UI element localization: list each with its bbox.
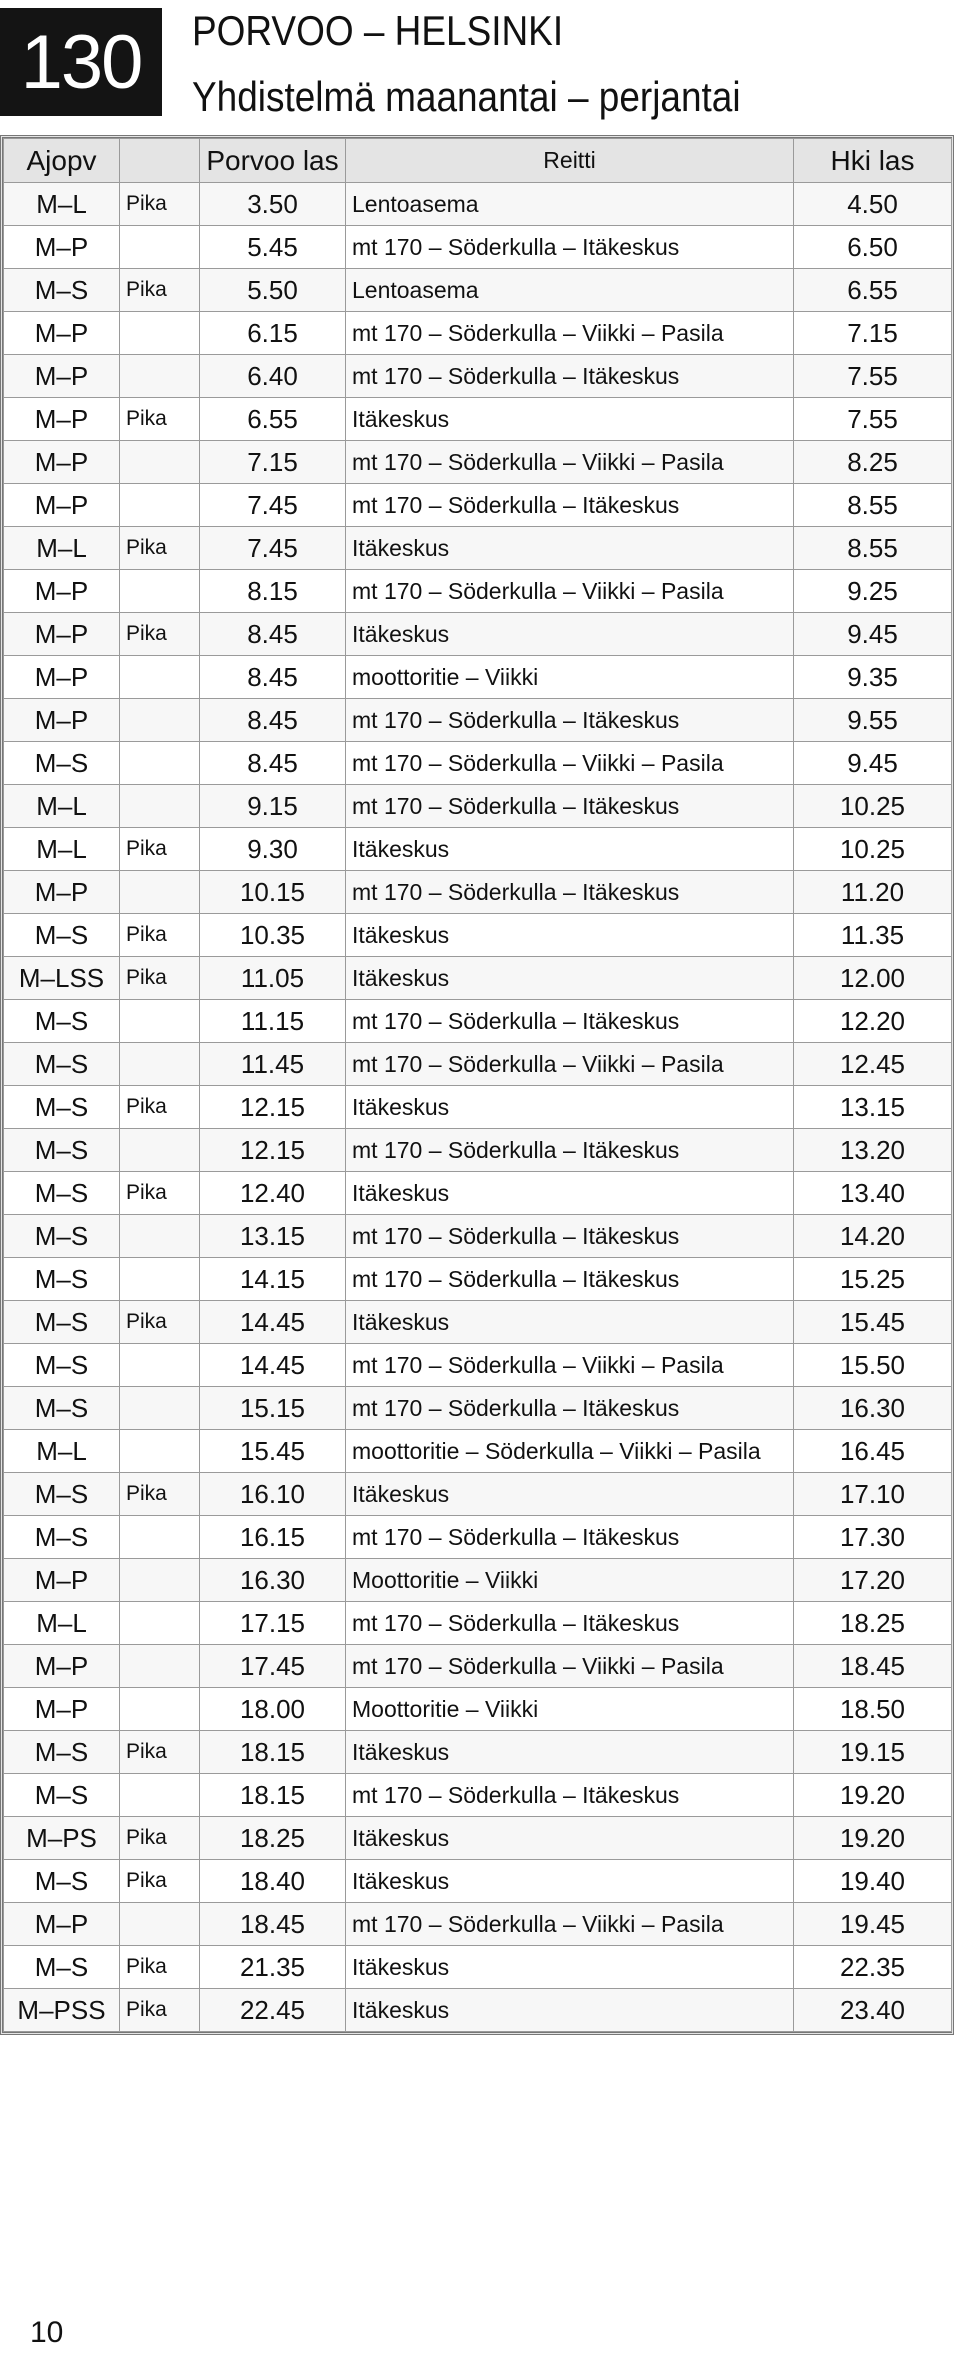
cell-express	[120, 226, 200, 269]
cell-route: Itäkeskus	[346, 1731, 794, 1774]
cell-express: Pika	[120, 527, 200, 570]
table-row	[4, 828, 952, 871]
cell-days: M–S	[4, 1473, 120, 1516]
table-row	[4, 312, 952, 355]
cell-porvoo-departure: 14.45	[200, 1301, 346, 1344]
table-row	[4, 355, 952, 398]
cell-express: Pika	[120, 957, 200, 1000]
cell-days: M–S	[4, 269, 120, 312]
cell-helsinki-departure: 12.45	[794, 1043, 952, 1086]
table-row	[4, 1430, 952, 1473]
cell-days: M–P	[4, 871, 120, 914]
table-row	[4, 1731, 952, 1774]
cell-days: M–P	[4, 656, 120, 699]
cell-route: mt 170 – Söderkulla – Viikki – Pasila	[346, 441, 794, 484]
cell-helsinki-departure: 18.25	[794, 1602, 952, 1645]
cell-route: Itäkeskus	[346, 1301, 794, 1344]
cell-helsinki-departure: 9.45	[794, 613, 952, 656]
cell-route: mt 170 – Söderkulla – Itäkeskus	[346, 1000, 794, 1043]
cell-route: Itäkeskus	[346, 1172, 794, 1215]
cell-express	[120, 656, 200, 699]
cell-helsinki-departure: 23.40	[794, 1989, 952, 2032]
table-row	[4, 1086, 952, 1129]
table-row	[4, 1688, 952, 1731]
cell-porvoo-departure: 8.45	[200, 742, 346, 785]
cell-express: Pika	[120, 828, 200, 871]
cell-porvoo-departure: 12.15	[200, 1129, 346, 1172]
cell-porvoo-departure: 12.15	[200, 1086, 346, 1129]
cell-days: M–P	[4, 1645, 120, 1688]
table-row	[4, 1172, 952, 1215]
cell-helsinki-departure: 14.20	[794, 1215, 952, 1258]
table-row	[4, 656, 952, 699]
cell-helsinki-departure: 17.30	[794, 1516, 952, 1559]
cell-porvoo-departure: 6.15	[200, 312, 346, 355]
cell-helsinki-departure: 7.55	[794, 398, 952, 441]
cell-porvoo-departure: 14.45	[200, 1344, 346, 1387]
cell-express: Pika	[120, 1989, 200, 2032]
table-row	[4, 1129, 952, 1172]
cell-days: M–P	[4, 570, 120, 613]
cell-porvoo-departure: 11.15	[200, 1000, 346, 1043]
cell-express	[120, 1602, 200, 1645]
cell-helsinki-departure: 9.35	[794, 656, 952, 699]
cell-route: Lentoasema	[346, 269, 794, 312]
cell-days: M–S	[4, 1086, 120, 1129]
cell-porvoo-departure: 10.15	[200, 871, 346, 914]
cell-express	[120, 1043, 200, 1086]
cell-days: M–P	[4, 441, 120, 484]
cell-porvoo-departure: 8.15	[200, 570, 346, 613]
cell-route: mt 170 – Söderkulla – Viikki – Pasila	[346, 570, 794, 613]
cell-days: M–S	[4, 1000, 120, 1043]
cell-express: Pika	[120, 1731, 200, 1774]
timetable-table	[3, 138, 952, 2032]
cell-porvoo-departure: 17.15	[200, 1602, 346, 1645]
cell-porvoo-departure: 18.25	[200, 1817, 346, 1860]
cell-porvoo-departure: 18.40	[200, 1860, 346, 1903]
cell-helsinki-departure: 6.50	[794, 226, 952, 269]
cell-porvoo-departure: 8.45	[200, 699, 346, 742]
table-row	[4, 1860, 952, 1903]
cell-helsinki-departure: 9.45	[794, 742, 952, 785]
cell-express	[120, 742, 200, 785]
cell-porvoo-departure: 8.45	[200, 613, 346, 656]
cell-helsinki-departure: 16.30	[794, 1387, 952, 1430]
cell-helsinki-departure: 10.25	[794, 828, 952, 871]
timetable-header-row	[4, 139, 952, 183]
cell-days: M–L	[4, 1602, 120, 1645]
cell-porvoo-departure: 16.30	[200, 1559, 346, 1602]
cell-porvoo-departure: 6.55	[200, 398, 346, 441]
cell-route: mt 170 – Söderkulla – Itäkeskus	[346, 785, 794, 828]
cell-porvoo-departure: 15.45	[200, 1430, 346, 1473]
route-number-badge	[0, 8, 162, 116]
cell-days: M–P	[4, 484, 120, 527]
cell-days: M–P	[4, 1688, 120, 1731]
timetable-body	[4, 183, 952, 2032]
cell-route: mt 170 – Söderkulla – Viikki – Pasila	[346, 1645, 794, 1688]
cell-porvoo-departure: 17.45	[200, 1645, 346, 1688]
cell-express	[120, 1903, 200, 1946]
cell-route: Lentoasema	[346, 183, 794, 226]
cell-days: M–S	[4, 1774, 120, 1817]
header-route: Reitti	[346, 139, 794, 183]
cell-express: Pika	[120, 1301, 200, 1344]
cell-days: M–LSS	[4, 957, 120, 1000]
cell-route: mt 170 – Söderkulla – Viikki – Pasila	[346, 1344, 794, 1387]
table-row	[4, 1473, 952, 1516]
cell-route: moottoritie – Söderkulla – Viikki – Pasila	[346, 1430, 794, 1473]
cell-helsinki-departure: 19.45	[794, 1903, 952, 1946]
cell-porvoo-departure: 7.45	[200, 527, 346, 570]
cell-express	[120, 484, 200, 527]
route-number: 130	[20, 19, 142, 105]
cell-express: Pika	[120, 1473, 200, 1516]
cell-days: M–P	[4, 398, 120, 441]
cell-express	[120, 1516, 200, 1559]
cell-express	[120, 871, 200, 914]
cell-route: Moottoritie – Viikki	[346, 1559, 794, 1602]
cell-porvoo-departure: 22.45	[200, 1989, 346, 2032]
cell-route: Itäkeskus	[346, 613, 794, 656]
cell-express: Pika	[120, 269, 200, 312]
cell-express	[120, 1215, 200, 1258]
cell-route: mt 170 – Söderkulla – Itäkeskus	[346, 1516, 794, 1559]
cell-porvoo-departure: 7.45	[200, 484, 346, 527]
cell-days: M–P	[4, 355, 120, 398]
page-number: 10	[30, 2316, 64, 2349]
cell-express	[120, 1559, 200, 1602]
cell-express	[120, 699, 200, 742]
table-row	[4, 1946, 952, 1989]
cell-days: M–S	[4, 1731, 120, 1774]
cell-porvoo-departure: 9.30	[200, 828, 346, 871]
cell-express	[120, 1344, 200, 1387]
cell-helsinki-departure: 15.50	[794, 1344, 952, 1387]
cell-route: mt 170 – Söderkulla – Itäkeskus	[346, 355, 794, 398]
table-row	[4, 441, 952, 484]
cell-helsinki-departure: 8.55	[794, 484, 952, 527]
table-row	[4, 1258, 952, 1301]
table-row	[4, 1645, 952, 1688]
cell-porvoo-departure: 15.15	[200, 1387, 346, 1430]
cell-days: M–S	[4, 1946, 120, 1989]
cell-route: Itäkeskus	[346, 914, 794, 957]
table-row	[4, 1817, 952, 1860]
table-row	[4, 1215, 952, 1258]
cell-porvoo-departure: 16.15	[200, 1516, 346, 1559]
cell-days: M–PS	[4, 1817, 120, 1860]
cell-route: mt 170 – Söderkulla – Itäkeskus	[346, 871, 794, 914]
cell-route: moottoritie – Viikki	[346, 656, 794, 699]
cell-express	[120, 570, 200, 613]
cell-helsinki-departure: 7.15	[794, 312, 952, 355]
header-ajopv: Ajopv	[4, 139, 120, 183]
cell-days: M–S	[4, 1129, 120, 1172]
table-row	[4, 785, 952, 828]
cell-helsinki-departure: 4.50	[794, 183, 952, 226]
cell-express	[120, 1258, 200, 1301]
cell-route: mt 170 – Söderkulla – Itäkeskus	[346, 1258, 794, 1301]
table-row	[4, 1516, 952, 1559]
cell-days: M–S	[4, 1172, 120, 1215]
cell-days: M–S	[4, 1387, 120, 1430]
table-row	[4, 570, 952, 613]
table-row	[4, 527, 952, 570]
cell-porvoo-departure: 18.15	[200, 1774, 346, 1817]
cell-helsinki-departure: 8.25	[794, 441, 952, 484]
cell-days: M–L	[4, 828, 120, 871]
table-row	[4, 613, 952, 656]
cell-days: M–P	[4, 226, 120, 269]
cell-days: M–P	[4, 699, 120, 742]
cell-express: Pika	[120, 914, 200, 957]
cell-helsinki-departure: 19.15	[794, 1731, 952, 1774]
cell-porvoo-departure: 10.35	[200, 914, 346, 957]
cell-helsinki-departure: 12.00	[794, 957, 952, 1000]
cell-days: M–L	[4, 527, 120, 570]
cell-route: mt 170 – Söderkulla – Viikki – Pasila	[346, 312, 794, 355]
table-row	[4, 742, 952, 785]
cell-route: Itäkeskus	[346, 1817, 794, 1860]
cell-days: M–S	[4, 914, 120, 957]
cell-days: M–L	[4, 785, 120, 828]
cell-porvoo-departure: 3.50	[200, 183, 346, 226]
table-row	[4, 1559, 952, 1602]
cell-helsinki-departure: 9.55	[794, 699, 952, 742]
cell-express: Pika	[120, 1946, 200, 1989]
table-row	[4, 1301, 952, 1344]
cell-porvoo-departure: 18.45	[200, 1903, 346, 1946]
cell-helsinki-departure: 17.10	[794, 1473, 952, 1516]
cell-express: Pika	[120, 1817, 200, 1860]
cell-helsinki-departure: 7.55	[794, 355, 952, 398]
cell-route: mt 170 – Söderkulla – Viikki – Pasila	[346, 742, 794, 785]
cell-porvoo-departure: 13.15	[200, 1215, 346, 1258]
cell-route: mt 170 – Söderkulla – Itäkeskus	[346, 699, 794, 742]
cell-days: M–S	[4, 1301, 120, 1344]
cell-helsinki-departure: 18.45	[794, 1645, 952, 1688]
cell-route: mt 170 – Söderkulla – Viikki – Pasila	[346, 1043, 794, 1086]
cell-express	[120, 1645, 200, 1688]
cell-helsinki-departure: 13.20	[794, 1129, 952, 1172]
cell-helsinki-departure: 6.55	[794, 269, 952, 312]
cell-porvoo-departure: 12.40	[200, 1172, 346, 1215]
cell-days: M–S	[4, 1860, 120, 1903]
cell-route: mt 170 – Söderkulla – Itäkeskus	[346, 484, 794, 527]
cell-porvoo-departure: 11.45	[200, 1043, 346, 1086]
cell-express	[120, 312, 200, 355]
header-express	[120, 139, 200, 183]
table-row	[4, 398, 952, 441]
cell-express	[120, 1774, 200, 1817]
cell-route: Itäkeskus	[346, 1989, 794, 2032]
table-row	[4, 484, 952, 527]
table-row	[4, 226, 952, 269]
table-row	[4, 1774, 952, 1817]
cell-porvoo-departure: 8.45	[200, 656, 346, 699]
header-porvoo-departure: Porvoo las	[200, 139, 346, 183]
cell-route: mt 170 – Söderkulla – Itäkeskus	[346, 1215, 794, 1258]
table-row	[4, 957, 952, 1000]
cell-route: mt 170 – Söderkulla – Viikki – Pasila	[346, 1903, 794, 1946]
cell-days: M–P	[4, 1559, 120, 1602]
cell-porvoo-departure: 9.15	[200, 785, 346, 828]
cell-express: Pika	[120, 398, 200, 441]
cell-days: M–S	[4, 1516, 120, 1559]
cell-express	[120, 1387, 200, 1430]
cell-porvoo-departure: 5.50	[200, 269, 346, 312]
cell-porvoo-departure: 18.15	[200, 1731, 346, 1774]
cell-days: M–S	[4, 1043, 120, 1086]
cell-route: Itäkeskus	[346, 1860, 794, 1903]
cell-days: M–L	[4, 1430, 120, 1473]
cell-helsinki-departure: 13.40	[794, 1172, 952, 1215]
cell-helsinki-departure: 9.25	[794, 570, 952, 613]
cell-helsinki-departure: 11.35	[794, 914, 952, 957]
header-helsinki-departure: Hki las	[794, 139, 952, 183]
table-row	[4, 1903, 952, 1946]
cell-helsinki-departure: 19.40	[794, 1860, 952, 1903]
cell-route: Itäkeskus	[346, 1946, 794, 1989]
table-row	[4, 1387, 952, 1430]
cell-route: mt 170 – Söderkulla – Itäkeskus	[346, 1387, 794, 1430]
cell-helsinki-departure: 13.15	[794, 1086, 952, 1129]
cell-porvoo-departure: 21.35	[200, 1946, 346, 1989]
cell-route: Itäkeskus	[346, 828, 794, 871]
cell-days: M–P	[4, 613, 120, 656]
table-row	[4, 269, 952, 312]
table-row	[4, 914, 952, 957]
cell-porvoo-departure: 7.15	[200, 441, 346, 484]
cell-helsinki-departure: 15.25	[794, 1258, 952, 1301]
cell-helsinki-departure: 19.20	[794, 1817, 952, 1860]
cell-days: M–P	[4, 312, 120, 355]
cell-helsinki-departure: 22.35	[794, 1946, 952, 1989]
cell-helsinki-departure: 18.50	[794, 1688, 952, 1731]
table-row	[4, 871, 952, 914]
cell-helsinki-departure: 12.20	[794, 1000, 952, 1043]
cell-route: mt 170 – Söderkulla – Itäkeskus	[346, 1774, 794, 1817]
cell-express	[120, 1000, 200, 1043]
cell-days: M–S	[4, 742, 120, 785]
table-row	[4, 699, 952, 742]
cell-express	[120, 1129, 200, 1172]
cell-express	[120, 441, 200, 484]
table-row	[4, 1344, 952, 1387]
table-row	[4, 1602, 952, 1645]
cell-porvoo-departure: 16.10	[200, 1473, 346, 1516]
cell-route: Itäkeskus	[346, 398, 794, 441]
cell-helsinki-departure: 10.25	[794, 785, 952, 828]
cell-express: Pika	[120, 183, 200, 226]
cell-days: M–S	[4, 1344, 120, 1387]
cell-route: mt 170 – Söderkulla – Itäkeskus	[346, 1129, 794, 1172]
page-subtitle: Yhdistelmä maanantai – perjantai	[192, 73, 741, 120]
cell-route: Itäkeskus	[346, 1086, 794, 1129]
cell-days: M–S	[4, 1258, 120, 1301]
cell-days: M–S	[4, 1215, 120, 1258]
cell-route: Itäkeskus	[346, 957, 794, 1000]
cell-helsinki-departure: 8.55	[794, 527, 952, 570]
cell-route: Itäkeskus	[346, 527, 794, 570]
table-row	[4, 183, 952, 226]
cell-express	[120, 785, 200, 828]
cell-express: Pika	[120, 1172, 200, 1215]
cell-express: Pika	[120, 1860, 200, 1903]
cell-route: Itäkeskus	[346, 1473, 794, 1516]
cell-porvoo-departure: 5.45	[200, 226, 346, 269]
cell-porvoo-departure: 6.40	[200, 355, 346, 398]
page-title: PORVOO – HELSINKI	[192, 7, 564, 54]
cell-helsinki-departure: 17.20	[794, 1559, 952, 1602]
cell-porvoo-departure: 14.15	[200, 1258, 346, 1301]
cell-helsinki-departure: 15.45	[794, 1301, 952, 1344]
table-row	[4, 1043, 952, 1086]
cell-route: mt 170 – Söderkulla – Itäkeskus	[346, 1602, 794, 1645]
cell-express	[120, 355, 200, 398]
cell-helsinki-departure: 19.20	[794, 1774, 952, 1817]
cell-porvoo-departure: 11.05	[200, 957, 346, 1000]
cell-helsinki-departure: 11.20	[794, 871, 952, 914]
cell-express	[120, 1430, 200, 1473]
cell-route: Moottoritie – Viikki	[346, 1688, 794, 1731]
table-row	[4, 1989, 952, 2032]
table-row	[4, 1000, 952, 1043]
page-header	[0, 0, 960, 135]
cell-days: M–PSS	[4, 1989, 120, 2032]
cell-porvoo-departure: 18.00	[200, 1688, 346, 1731]
cell-express	[120, 1688, 200, 1731]
cell-helsinki-departure: 16.45	[794, 1430, 952, 1473]
cell-express: Pika	[120, 613, 200, 656]
cell-days: M–P	[4, 1903, 120, 1946]
timetable	[0, 135, 954, 2035]
cell-days: M–L	[4, 183, 120, 226]
cell-express: Pika	[120, 1086, 200, 1129]
cell-route: mt 170 – Söderkulla – Itäkeskus	[346, 226, 794, 269]
